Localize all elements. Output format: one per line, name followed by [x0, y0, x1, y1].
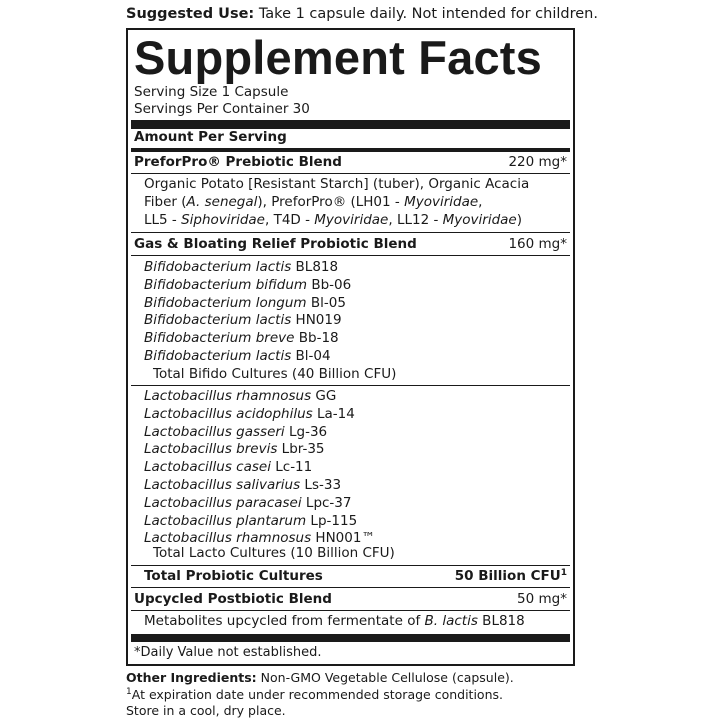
ingredient-segment: Fiber ( [144, 194, 187, 210]
other-ingredients-label: Other Ingredients: [126, 670, 257, 685]
supplement-facts-panel [126, 28, 575, 666]
suggested-use-label: Suggested Use: [126, 6, 255, 22]
strain-item [144, 259, 338, 275]
footnote-line-2: Store in a cool, dry place. [126, 703, 286, 718]
amount-per-serving-header: Amount Per Serving [134, 129, 287, 145]
total-cultures-label: Total Probiotic Cultures [144, 568, 323, 584]
ingredient-segment: ), PreforPro® (LH01 - [257, 194, 405, 210]
strain-code: Lpc-37 [301, 494, 352, 511]
strain-code: La-14 [312, 405, 355, 422]
strain-species: Bifidobacterium lactis [144, 348, 292, 364]
postbiotic-desc-species: B. lactis [424, 613, 478, 629]
strain-species: Lactobacillus rhamnosus [144, 388, 312, 404]
servings-per-container: Servings Per Container 30 [134, 101, 310, 117]
strain-item [144, 406, 355, 422]
row-divider [131, 587, 570, 588]
probiotic-name: Gas & Bloating Relief Probiotic Blend [134, 236, 417, 252]
strain-item [144, 441, 325, 457]
strain-species: Lactobacillus rhamnosus [144, 530, 312, 547]
strain-item [144, 348, 331, 364]
strain-item [144, 424, 327, 440]
postbiotic-name: Upcycled Postbiotic Blend [134, 591, 332, 607]
postbiotic-desc-prefix: Metabolites upcycled from fermentate of [144, 613, 425, 629]
ingredient-segment: ) [516, 212, 523, 228]
strain-species: Lactobacillus plantarum [144, 512, 307, 529]
strain-item [144, 530, 375, 546]
suggested-use [126, 6, 598, 22]
strain-item [144, 388, 336, 404]
strain-item [144, 312, 342, 328]
strain-code: Bl-05 [306, 294, 346, 311]
strain-code: Ls-33 [300, 477, 342, 493]
footnote-line-1 [126, 687, 503, 702]
strain-item [144, 459, 312, 475]
footnote-text-1: At expiration date under recommended storage conditions. [131, 687, 503, 702]
strain-species: Bifidobacterium lactis [144, 259, 292, 275]
postbiotic-amount: 50 mg* [517, 591, 567, 607]
strain-code: HN001™ [311, 530, 375, 547]
total-cultures-amount-wrap [455, 568, 567, 584]
strain-species: Bifidobacterium breve [144, 330, 295, 347]
strain-species: Lactobacillus acidophilus [144, 405, 313, 422]
postbiotic-desc-suffix: BL818 [477, 613, 525, 629]
strain-code: GG [311, 388, 337, 404]
strain-code: Lc-11 [270, 459, 313, 476]
strain-code: Lg-36 [284, 423, 328, 440]
strain-code: Bb-06 [307, 276, 352, 293]
strain-species: Lactobacillus paracasei [144, 494, 302, 511]
footnote-mark: 1 [126, 687, 132, 697]
postbiotic-row [134, 591, 567, 607]
ingredient-italic-segment: A. senegal [186, 194, 258, 210]
prebiotic-amount: 220 mg* [508, 154, 567, 170]
strain-species: Lactobacillus casei [144, 459, 271, 476]
row-divider [131, 565, 570, 566]
strain-item [144, 277, 351, 293]
ingredient-italic-segment: Myoviridae [314, 212, 389, 228]
row-divider [131, 232, 570, 233]
probiotic-row [134, 236, 567, 252]
total-cultures-amount: 50 Billion CFU [454, 568, 561, 584]
prebiotic-row [134, 154, 567, 170]
strain-species: Bifidobacterium longum [144, 294, 307, 311]
strain-item [144, 330, 339, 346]
prebiotic-ingredient-line [144, 194, 482, 212]
row-divider [131, 385, 570, 386]
medium-divider [131, 148, 570, 152]
probiotic-amount: 160 mg* [508, 236, 567, 252]
lacto-total: Total Lacto Cultures (10 Billion CFU) [153, 545, 395, 561]
prebiotic-name: PreforPro® Prebiotic Blend [134, 154, 342, 170]
strain-species: Bifidobacterium bifidum [144, 276, 308, 293]
suggested-use-text: Take 1 capsule daily. Not intended for children. [258, 6, 598, 22]
panel-title: Supplement Facts [134, 31, 543, 84]
serving-size: Serving Size 1 Capsule [134, 84, 289, 100]
thick-divider-bottom [131, 634, 570, 642]
strain-code: Lp-115 [306, 512, 358, 529]
bifido-total: Total Bifido Cultures (40 Billion CFU) [153, 366, 397, 382]
total-cultures-row [144, 568, 567, 584]
postbiotic-description [144, 613, 525, 631]
ingredient-segment: Organic Potato [Resistant Starch] (tuber), Organic Acacia [144, 176, 530, 192]
ingredient-italic-segment: Myoviridae [404, 194, 479, 210]
ingredient-segment: , [478, 194, 483, 210]
strain-code: Bl-04 [291, 348, 331, 364]
row-divider [131, 173, 570, 174]
strain-code: BL818 [291, 259, 339, 275]
strain-species: Lactobacillus gasseri [144, 423, 285, 440]
thick-divider [131, 120, 570, 129]
strain-species: Lactobacillus salivarius [144, 477, 301, 493]
ingredient-segment: , LL12 - [388, 212, 443, 228]
row-divider [131, 610, 570, 611]
prebiotic-ingredient-line [144, 176, 529, 194]
strain-code: Bb-18 [294, 330, 339, 347]
strain-code: HN019 [291, 312, 342, 329]
other-ingredients-text: Non-GMO Vegetable Cellulose (capsule). [260, 670, 514, 685]
strain-code: Lbr-35 [277, 441, 325, 458]
total-cultures-footnote-mark: 1 [560, 568, 567, 578]
ingredient-segment: , T4D - [265, 212, 315, 228]
strain-item [144, 295, 346, 311]
strain-species: Bifidobacterium lactis [144, 312, 292, 329]
strain-item [144, 495, 351, 511]
strain-species: Lactobacillus brevis [144, 441, 278, 458]
strain-item [144, 513, 357, 529]
strain-item [144, 477, 341, 493]
ingredient-italic-segment: Siphoviridae [181, 212, 265, 228]
row-divider [131, 255, 570, 256]
daily-value-note: *Daily Value not established. [134, 645, 322, 660]
ingredient-italic-segment: Myoviridae [442, 212, 517, 228]
ingredient-segment: LL5 - [144, 212, 182, 228]
other-ingredients [126, 670, 514, 685]
prebiotic-ingredient-line [144, 212, 522, 230]
